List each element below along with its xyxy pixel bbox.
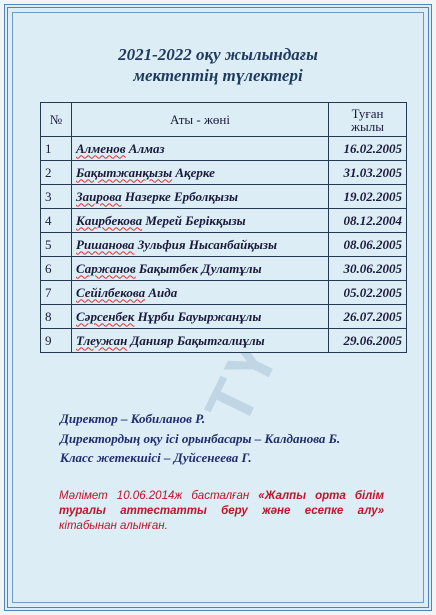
- row-number: 3: [41, 185, 72, 209]
- header-birth-date-line1: Туған: [351, 105, 384, 121]
- table-row: [41, 257, 407, 281]
- row-number: 6: [41, 257, 72, 281]
- row-surname: Заирова: [76, 188, 122, 204]
- row-number: 2: [41, 161, 72, 185]
- row-full-name: [72, 329, 329, 353]
- row-birth-date: 29.06.2005: [329, 329, 407, 353]
- row-given-names: Ақерке: [172, 164, 215, 180]
- row-surname: Бақытжанқызы: [76, 164, 173, 180]
- graduates-table: [40, 102, 407, 353]
- row-surname: Сейілбекова: [76, 284, 146, 300]
- row-given-names: Аида: [145, 284, 178, 300]
- signature-director: Директор – Кобиланов Р.: [60, 411, 206, 426]
- row-full-name: [72, 137, 329, 161]
- row-number: 4: [41, 209, 72, 233]
- table-row: [41, 209, 407, 233]
- row-number: 1: [41, 137, 72, 161]
- row-number: 8: [41, 305, 72, 329]
- signature-class-teacher: Класс жетекшісі – Дуйсенеева Г.: [60, 450, 252, 465]
- row-full-name: [72, 233, 329, 257]
- row-given-names: Нұрби Бауыржанұлы: [134, 308, 262, 324]
- row-number: 9: [41, 329, 72, 353]
- row-number: 5: [41, 233, 72, 257]
- row-birth-date: 19.02.2005: [329, 185, 407, 209]
- table-row: [41, 329, 407, 353]
- source-note: [59, 489, 384, 534]
- row-surname: Тлеужан: [76, 332, 128, 348]
- row-birth-date: 31.03.2005: [329, 161, 407, 185]
- row-surname: Каирбекова: [76, 212, 143, 228]
- row-birth-date: 08.06.2005: [329, 233, 407, 257]
- page-title-line2: мектептің түлектері: [133, 66, 303, 85]
- row-full-name: [72, 209, 329, 233]
- signature-deputy: Директордың оқу ісі орынбасары – Калданова Б.: [60, 431, 341, 446]
- row-full-name: [72, 161, 329, 185]
- table-row: [41, 233, 407, 257]
- header-full-name: Аты - жөні: [72, 103, 329, 137]
- row-birth-date: 05.02.2005: [329, 281, 407, 305]
- row-given-names: Мерей Берікқызы: [142, 212, 246, 228]
- table-row: [41, 185, 407, 209]
- table-row: [41, 161, 407, 185]
- header-number: №: [41, 103, 72, 137]
- row-full-name: [72, 185, 329, 209]
- table-row: [41, 281, 407, 305]
- row-surname: Алменов: [76, 140, 126, 156]
- page-title-line1: 2021-2022 оқу жылындағы: [118, 45, 318, 64]
- table-row: [41, 305, 407, 329]
- row-given-names: Назерке Ерболқызы: [121, 188, 239, 204]
- note-book-title: «Жалпы орта білім туралы аттестатты беру және есепке алу»: [59, 490, 385, 517]
- row-birth-date: 16.02.2005: [329, 137, 407, 161]
- row-given-names: Зульфия Нысанбайқызы: [134, 236, 278, 252]
- note-part2: кітабынан алынған.: [59, 520, 168, 532]
- note-part1: Мәлімет 10.06.2014ж басталған: [59, 490, 259, 502]
- header-birth-date: [329, 103, 407, 137]
- row-birth-date: 26.07.2005: [329, 305, 407, 329]
- table-header-row: [41, 103, 407, 137]
- header-birth-date-line2: жылы: [351, 118, 384, 134]
- row-surname: Сәрсенбек: [76, 308, 135, 324]
- row-given-names: Данияр Бақытгалиұлы: [127, 332, 265, 348]
- row-full-name: [72, 257, 329, 281]
- row-given-names: Бақытбек Дулатұлы: [135, 260, 262, 276]
- table-row: [41, 137, 407, 161]
- row-surname: Саржанов: [76, 260, 136, 276]
- row-birth-date: 30.06.2005: [329, 257, 407, 281]
- row-full-name: [72, 281, 329, 305]
- row-number: 7: [41, 281, 72, 305]
- row-surname: Ришанова: [76, 236, 135, 252]
- row-given-names: Алмаз: [125, 140, 165, 156]
- row-birth-date: 08.12.2004: [329, 209, 407, 233]
- row-full-name: [72, 305, 329, 329]
